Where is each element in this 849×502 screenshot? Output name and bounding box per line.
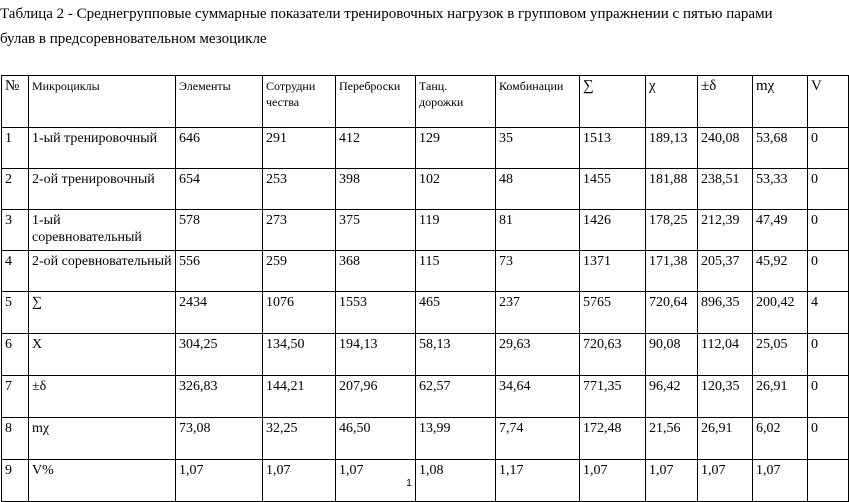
table-row — [2, 460, 849, 502]
cell-microcycle: 1-ый соревновательный — [29, 210, 176, 251]
cell-mean: 90,08 — [646, 334, 698, 376]
cell-elements: 1,07 — [176, 460, 263, 502]
cell-microcycle: ∑ — [29, 292, 176, 334]
cell-number: 4 — [2, 251, 29, 292]
header-throws: Переброски — [336, 76, 416, 128]
table-row — [2, 334, 849, 376]
cell-combinations: 1,17 — [496, 460, 580, 502]
cell-throws: 194,13 — [336, 334, 416, 376]
cell-elements: 73,08 — [176, 418, 263, 460]
cell-throws: 375 — [336, 210, 416, 251]
cell-microcycle: mχ — [29, 418, 176, 460]
cell-cooperation: 1076 — [263, 292, 336, 334]
cell-std-error: 6,02 — [753, 418, 808, 460]
cell-std-dev: 205,37 — [698, 251, 753, 292]
cell-throws: 46,50 — [336, 418, 416, 460]
header-dance-tracks: Танц. дорожки — [416, 76, 496, 128]
cell-dance-tracks: 62,57 — [416, 376, 496, 418]
cell-std-dev: 896,35 — [698, 292, 753, 334]
cell-combinations: 29,63 — [496, 334, 580, 376]
cell-mean: 181,88 — [646, 169, 698, 210]
header-microcycles: Микроциклы — [29, 76, 176, 128]
cell-std-dev: 112,04 — [698, 334, 753, 376]
cell-std-error: 53,68 — [753, 128, 808, 169]
cell-throws: 1553 — [336, 292, 416, 334]
header-cooperation: Сотрудни чества — [263, 76, 336, 128]
cell-microcycle: ±δ — [29, 376, 176, 418]
cell-sum: 1513 — [580, 128, 646, 169]
cell-throws: 412 — [336, 128, 416, 169]
table-row — [2, 292, 849, 334]
cell-variation: 0 — [808, 418, 849, 460]
cell-dance-tracks: 1,08 — [416, 460, 496, 502]
cell-cooperation: 134,50 — [263, 334, 336, 376]
cell-std-dev: 238,51 — [698, 169, 753, 210]
cell-dance-tracks: 129 — [416, 128, 496, 169]
cell-dance-tracks: 102 — [416, 169, 496, 210]
cell-sum: 720,63 — [580, 334, 646, 376]
caption-line-2: булав в предсоревновательном мезоцикле — [0, 31, 267, 47]
cell-mean: 171,38 — [646, 251, 698, 292]
cell-throws: 1,07 — [336, 460, 416, 502]
table-row — [2, 376, 849, 418]
header-sum: ∑ — [580, 76, 646, 128]
caption-line-1: Таблица 2 - Среднегрупповые суммарные показатели тренировочных нагрузок в групповом упражнении с пятью парами — [0, 6, 773, 22]
cell-microcycle: V% — [29, 460, 176, 502]
cell-variation: 0 — [808, 210, 849, 251]
header-std-error: mχ — [753, 76, 808, 128]
cell-elements: 2434 — [176, 292, 263, 334]
table-header-row — [2, 76, 849, 128]
cell-std-dev: 240,08 — [698, 128, 753, 169]
cell-sum: 1371 — [580, 251, 646, 292]
cell-cooperation: 253 — [263, 169, 336, 210]
cell-throws: 398 — [336, 169, 416, 210]
cell-cooperation: 144,21 — [263, 376, 336, 418]
cell-combinations: 48 — [496, 169, 580, 210]
cell-microcycle: 2-ой тренировочный — [29, 169, 176, 210]
cell-elements: 578 — [176, 210, 263, 251]
cell-combinations: 73 — [496, 251, 580, 292]
header-std-dev: ±δ — [698, 76, 753, 128]
cell-number: 5 — [2, 292, 29, 334]
cell-dance-tracks: 115 — [416, 251, 496, 292]
cell-number: 9 — [2, 460, 29, 502]
cell-mean: 21,56 — [646, 418, 698, 460]
cell-cooperation: 32,25 — [263, 418, 336, 460]
header-elements: Элементы — [176, 76, 263, 128]
cell-dance-tracks: 58,13 — [416, 334, 496, 376]
cell-variation: 0 — [808, 251, 849, 292]
table-caption — [0, 2, 816, 52]
cell-throws: 207,96 — [336, 376, 416, 418]
cell-microcycle: 1-ый тренировочный — [29, 128, 176, 169]
cell-variation: 0 — [808, 334, 849, 376]
page-number: 1 — [406, 478, 412, 489]
cell-std-error: 53,33 — [753, 169, 808, 210]
table-container — [0, 75, 822, 478]
cell-combinations: 81 — [496, 210, 580, 251]
cell-elements: 646 — [176, 128, 263, 169]
cell-std-error: 200,42 — [753, 292, 808, 334]
cell-number: 8 — [2, 418, 29, 460]
cell-number: 6 — [2, 334, 29, 376]
cell-std-error: 26,91 — [753, 376, 808, 418]
cell-cooperation: 273 — [263, 210, 336, 251]
cell-mean: 720,64 — [646, 292, 698, 334]
cell-std-dev: 120,35 — [698, 376, 753, 418]
cell-cooperation: 259 — [263, 251, 336, 292]
cell-combinations: 34,64 — [496, 376, 580, 418]
cell-sum: 771,35 — [580, 376, 646, 418]
cell-std-error: 1,07 — [753, 460, 808, 502]
cell-variation: 4 — [808, 292, 849, 334]
training-load-table — [1, 75, 849, 502]
cell-cooperation: 1,07 — [263, 460, 336, 502]
cell-dance-tracks: 465 — [416, 292, 496, 334]
cell-variation: 0 — [808, 169, 849, 210]
header-variation: V — [808, 76, 849, 128]
cell-sum: 1455 — [580, 169, 646, 210]
cell-elements: 326,83 — [176, 376, 263, 418]
cell-number: 7 — [2, 376, 29, 418]
cell-std-dev: 212,39 — [698, 210, 753, 251]
cell-sum: 5765 — [580, 292, 646, 334]
cell-mean: 178,25 — [646, 210, 698, 251]
cell-std-dev: 1,07 — [698, 460, 753, 502]
table-row — [2, 418, 849, 460]
cell-number: 2 — [2, 169, 29, 210]
cell-variation: 0 — [808, 128, 849, 169]
cell-cooperation: 291 — [263, 128, 336, 169]
cell-std-error: 25,05 — [753, 334, 808, 376]
table-row — [2, 251, 849, 292]
cell-sum: 1,07 — [580, 460, 646, 502]
cell-throws: 368 — [336, 251, 416, 292]
cell-elements: 304,25 — [176, 334, 263, 376]
cell-dance-tracks: 119 — [416, 210, 496, 251]
cell-combinations: 237 — [496, 292, 580, 334]
cell-variation: 0 — [808, 376, 849, 418]
cell-microcycle: 2-ой соревновательный — [29, 251, 176, 292]
header-number: № — [2, 76, 29, 128]
cell-elements: 654 — [176, 169, 263, 210]
cell-std-dev: 26,91 — [698, 418, 753, 460]
table-row — [2, 169, 849, 210]
table-row — [2, 128, 849, 169]
cell-mean: 189,13 — [646, 128, 698, 169]
table-row — [2, 210, 849, 251]
header-mean: χ — [646, 76, 698, 128]
cell-variation — [808, 460, 849, 502]
cell-std-error: 45,92 — [753, 251, 808, 292]
cell-sum: 172,48 — [580, 418, 646, 460]
cell-std-error: 47,49 — [753, 210, 808, 251]
cell-combinations: 35 — [496, 128, 580, 169]
cell-elements: 556 — [176, 251, 263, 292]
cell-mean: 96,42 — [646, 376, 698, 418]
cell-mean: 1,07 — [646, 460, 698, 502]
cell-dance-tracks: 13,99 — [416, 418, 496, 460]
cell-number: 3 — [2, 210, 29, 251]
cell-combinations: 7,74 — [496, 418, 580, 460]
cell-number: 1 — [2, 128, 29, 169]
cell-sum: 1426 — [580, 210, 646, 251]
header-combinations: Комбинации — [496, 76, 580, 128]
cell-microcycle: X — [29, 334, 176, 376]
